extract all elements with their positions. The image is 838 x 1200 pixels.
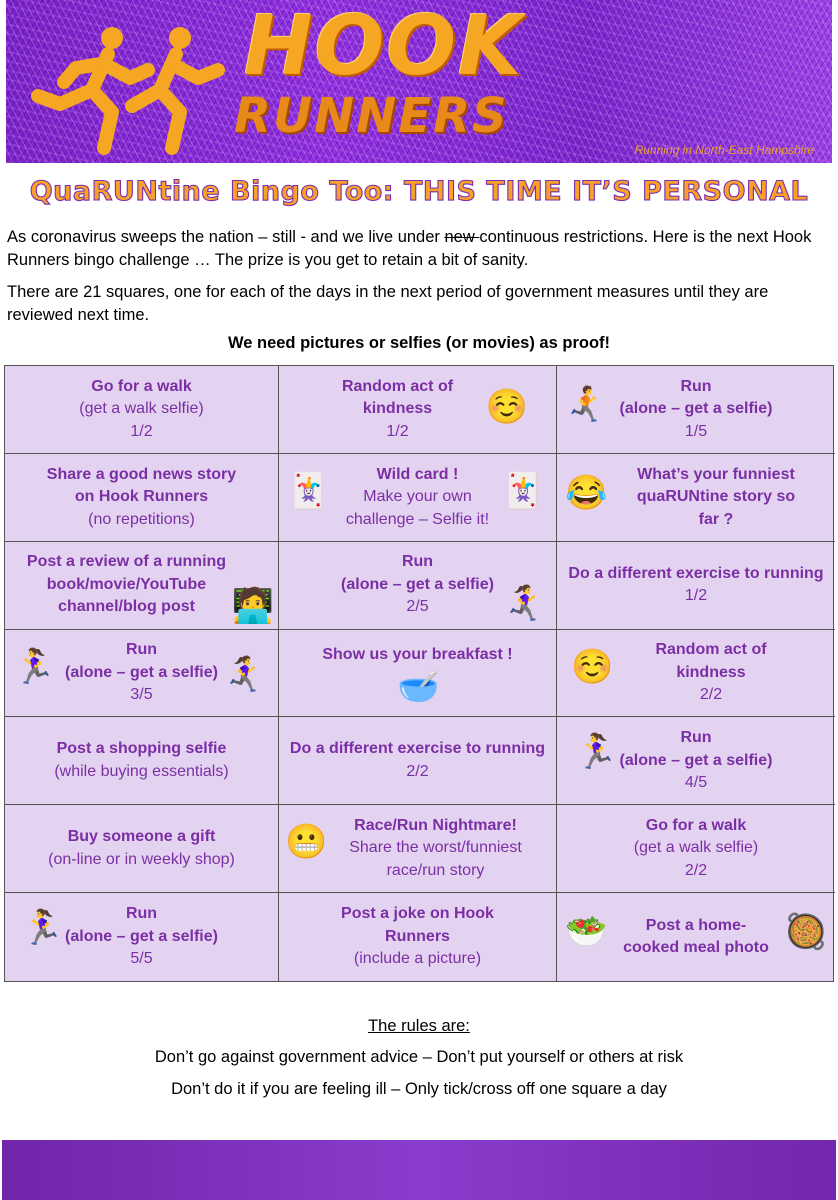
square-title: Post a review of a running book/movie/YouTube channel/blog post [26, 553, 227, 616]
rule-line-1: Don’t go against government advice – Don’t put yourself or others at risk [154, 1048, 684, 1066]
bingo-square[interactable] [557, 366, 835, 454]
paella-pan-icon: 🥘 [784, 913, 827, 952]
square-title: Run [125, 641, 158, 659]
square-subtitle: (no repetitions) [88, 510, 195, 528]
square-title: Post a joke on Hook Runners [341, 905, 494, 945]
bingo-square[interactable] [557, 893, 835, 981]
square-subtitle: (get a walk selfie) [633, 839, 759, 857]
square-count: 4/5 [684, 774, 708, 792]
square-subtitle: (on-line or in weekly shop) [48, 850, 235, 868]
footer-bar [2, 1140, 836, 1200]
square-title: Show us your breakfast ! [322, 645, 513, 663]
smiling-face-icon: ☺️ [571, 647, 614, 686]
rule-line-2: Don’t do it if you are feeling ill – Only tick/cross off one square a day [171, 1080, 667, 1098]
square-count: 1/2 [130, 422, 153, 440]
proof-note: We need pictures or selfies (or movies) as proof! [227, 334, 611, 352]
joker-card-icon: 🃏 [501, 471, 544, 510]
bingo-grid [4, 365, 834, 982]
bingo-square[interactable] [557, 805, 835, 893]
square-count: 1/2 [684, 587, 708, 605]
person-laptop-icon: 🧑‍💻 [231, 586, 274, 625]
struck-word: new [444, 228, 480, 246]
rules-heading: The rules are: [368, 1017, 470, 1035]
page-title: QuaRUNtine Bingo Too: THIS TIME IT’S PERSONAL [29, 176, 809, 207]
square-title: Post a shopping selfie [56, 740, 227, 758]
square-subtitle: Make your own challenge – Selfie it! [345, 488, 490, 528]
logo-tagline: Running in North-East Hampshire [634, 143, 814, 157]
intro-text-end: continuous restrictions. Here is the next Hook Runners bingo challenge … The prize is you get to retain a bit of sanity. [7, 228, 812, 269]
square-subtitle: (while buying essentials) [54, 762, 229, 780]
logo-runners-text: RUNNERS [234, 88, 509, 144]
square-count: 2/5 [406, 598, 429, 616]
square-subtitle: (alone – get a selfie) [619, 400, 773, 418]
bingo-square[interactable] [279, 805, 557, 893]
square-title: What’s your funniest quaRUNtine story so far ? [636, 465, 796, 528]
intro-text-start: As coronavirus sweeps the nation – still - and we live under [7, 228, 445, 246]
square-count: 2/2 [406, 762, 429, 780]
bingo-square[interactable] [5, 893, 279, 981]
square-title: Random act of kindness [655, 641, 767, 681]
square-subtitle: (include a picture) [353, 950, 482, 968]
bingo-square[interactable] [557, 454, 835, 542]
square-subtitle: Share the worst/funniest race/run story [349, 839, 522, 879]
runners-logo-icon [20, 8, 240, 158]
grimacing-face-icon: 😬 [285, 823, 328, 862]
bingo-square[interactable] [5, 542, 279, 630]
smiling-face-icon: ☺️ [485, 388, 528, 426]
square-count: 3/5 [130, 686, 153, 704]
bingo-square[interactable] [5, 717, 279, 805]
square-title: Wild card ! [376, 465, 459, 483]
header-banner [6, 0, 832, 163]
square-subtitle: (alone – get a selfie) [341, 575, 494, 593]
bingo-square[interactable] [279, 366, 557, 454]
bingo-square[interactable] [557, 542, 835, 630]
bingo-square[interactable] [5, 630, 279, 718]
logo-hook-text: HOOK [244, 0, 524, 94]
joker-card-icon: 🃏 [287, 471, 330, 510]
runner-man-icon: 🏃 [565, 386, 608, 424]
intro-paragraph-1 [7, 226, 833, 272]
bingo-square[interactable] [557, 630, 835, 718]
runner-woman-icon: 🏃‍♀️ [21, 909, 64, 948]
square-title: Run [680, 377, 712, 395]
square-title: Run [680, 729, 712, 747]
square-title: Post a home-cooked meal photo [623, 916, 769, 957]
bingo-square[interactable] [279, 542, 557, 630]
bingo-square[interactable] [5, 454, 279, 542]
square-count: 5/5 [130, 950, 153, 968]
square-count: 1/5 [684, 422, 708, 440]
bingo-square[interactable] [279, 630, 557, 718]
square-title: Go for a walk [91, 377, 192, 395]
square-title: Race/Run Nightmare! [354, 816, 517, 834]
square-title: Buy someone a gift [67, 828, 216, 846]
square-title: Do a different exercise to running [289, 740, 546, 758]
square-title: Random act of kindness [341, 377, 454, 418]
square-subtitle: (alone – get a selfie) [619, 751, 773, 769]
salad-icon: 🥗 [565, 913, 608, 952]
square-title: Run [125, 905, 158, 923]
laughing-face-icon: 😂 [565, 473, 608, 512]
bingo-square[interactable] [557, 717, 835, 805]
square-subtitle: (alone – get a selfie) [65, 927, 218, 945]
runner-woman-icon: 🏃‍♀️ [223, 655, 266, 694]
square-subtitle: (alone – get a selfie) [65, 663, 218, 681]
runner-woman-icon: 🏃‍♀️ [575, 733, 618, 772]
square-subtitle: (get a walk selfie) [79, 400, 204, 418]
square-title: Do a different exercise to running [568, 564, 824, 582]
intro-paragraph-2: There are 21 squares, one for each of the days in the next period of government measures until they are reviewed next time. [7, 283, 769, 324]
square-count: 1/2 [386, 422, 409, 440]
bingo-square[interactable] [5, 805, 279, 893]
runner-woman-icon: 🏃‍♀️ [503, 584, 546, 623]
square-count: 2/2 [684, 861, 708, 879]
square-title: Share a good news story on Hook Runners [46, 465, 237, 506]
breakfast-bowl-icon: 🥣 [397, 667, 440, 706]
bingo-square[interactable] [279, 454, 557, 542]
bingo-square[interactable] [279, 893, 557, 981]
square-title: Go for a walk [645, 816, 747, 834]
square-count: 2/2 [699, 686, 723, 704]
square-title: Run [401, 553, 434, 571]
bingo-square[interactable] [279, 717, 557, 805]
runner-woman-icon: 🏃‍♀️ [13, 647, 56, 686]
bingo-square[interactable] [5, 366, 279, 454]
